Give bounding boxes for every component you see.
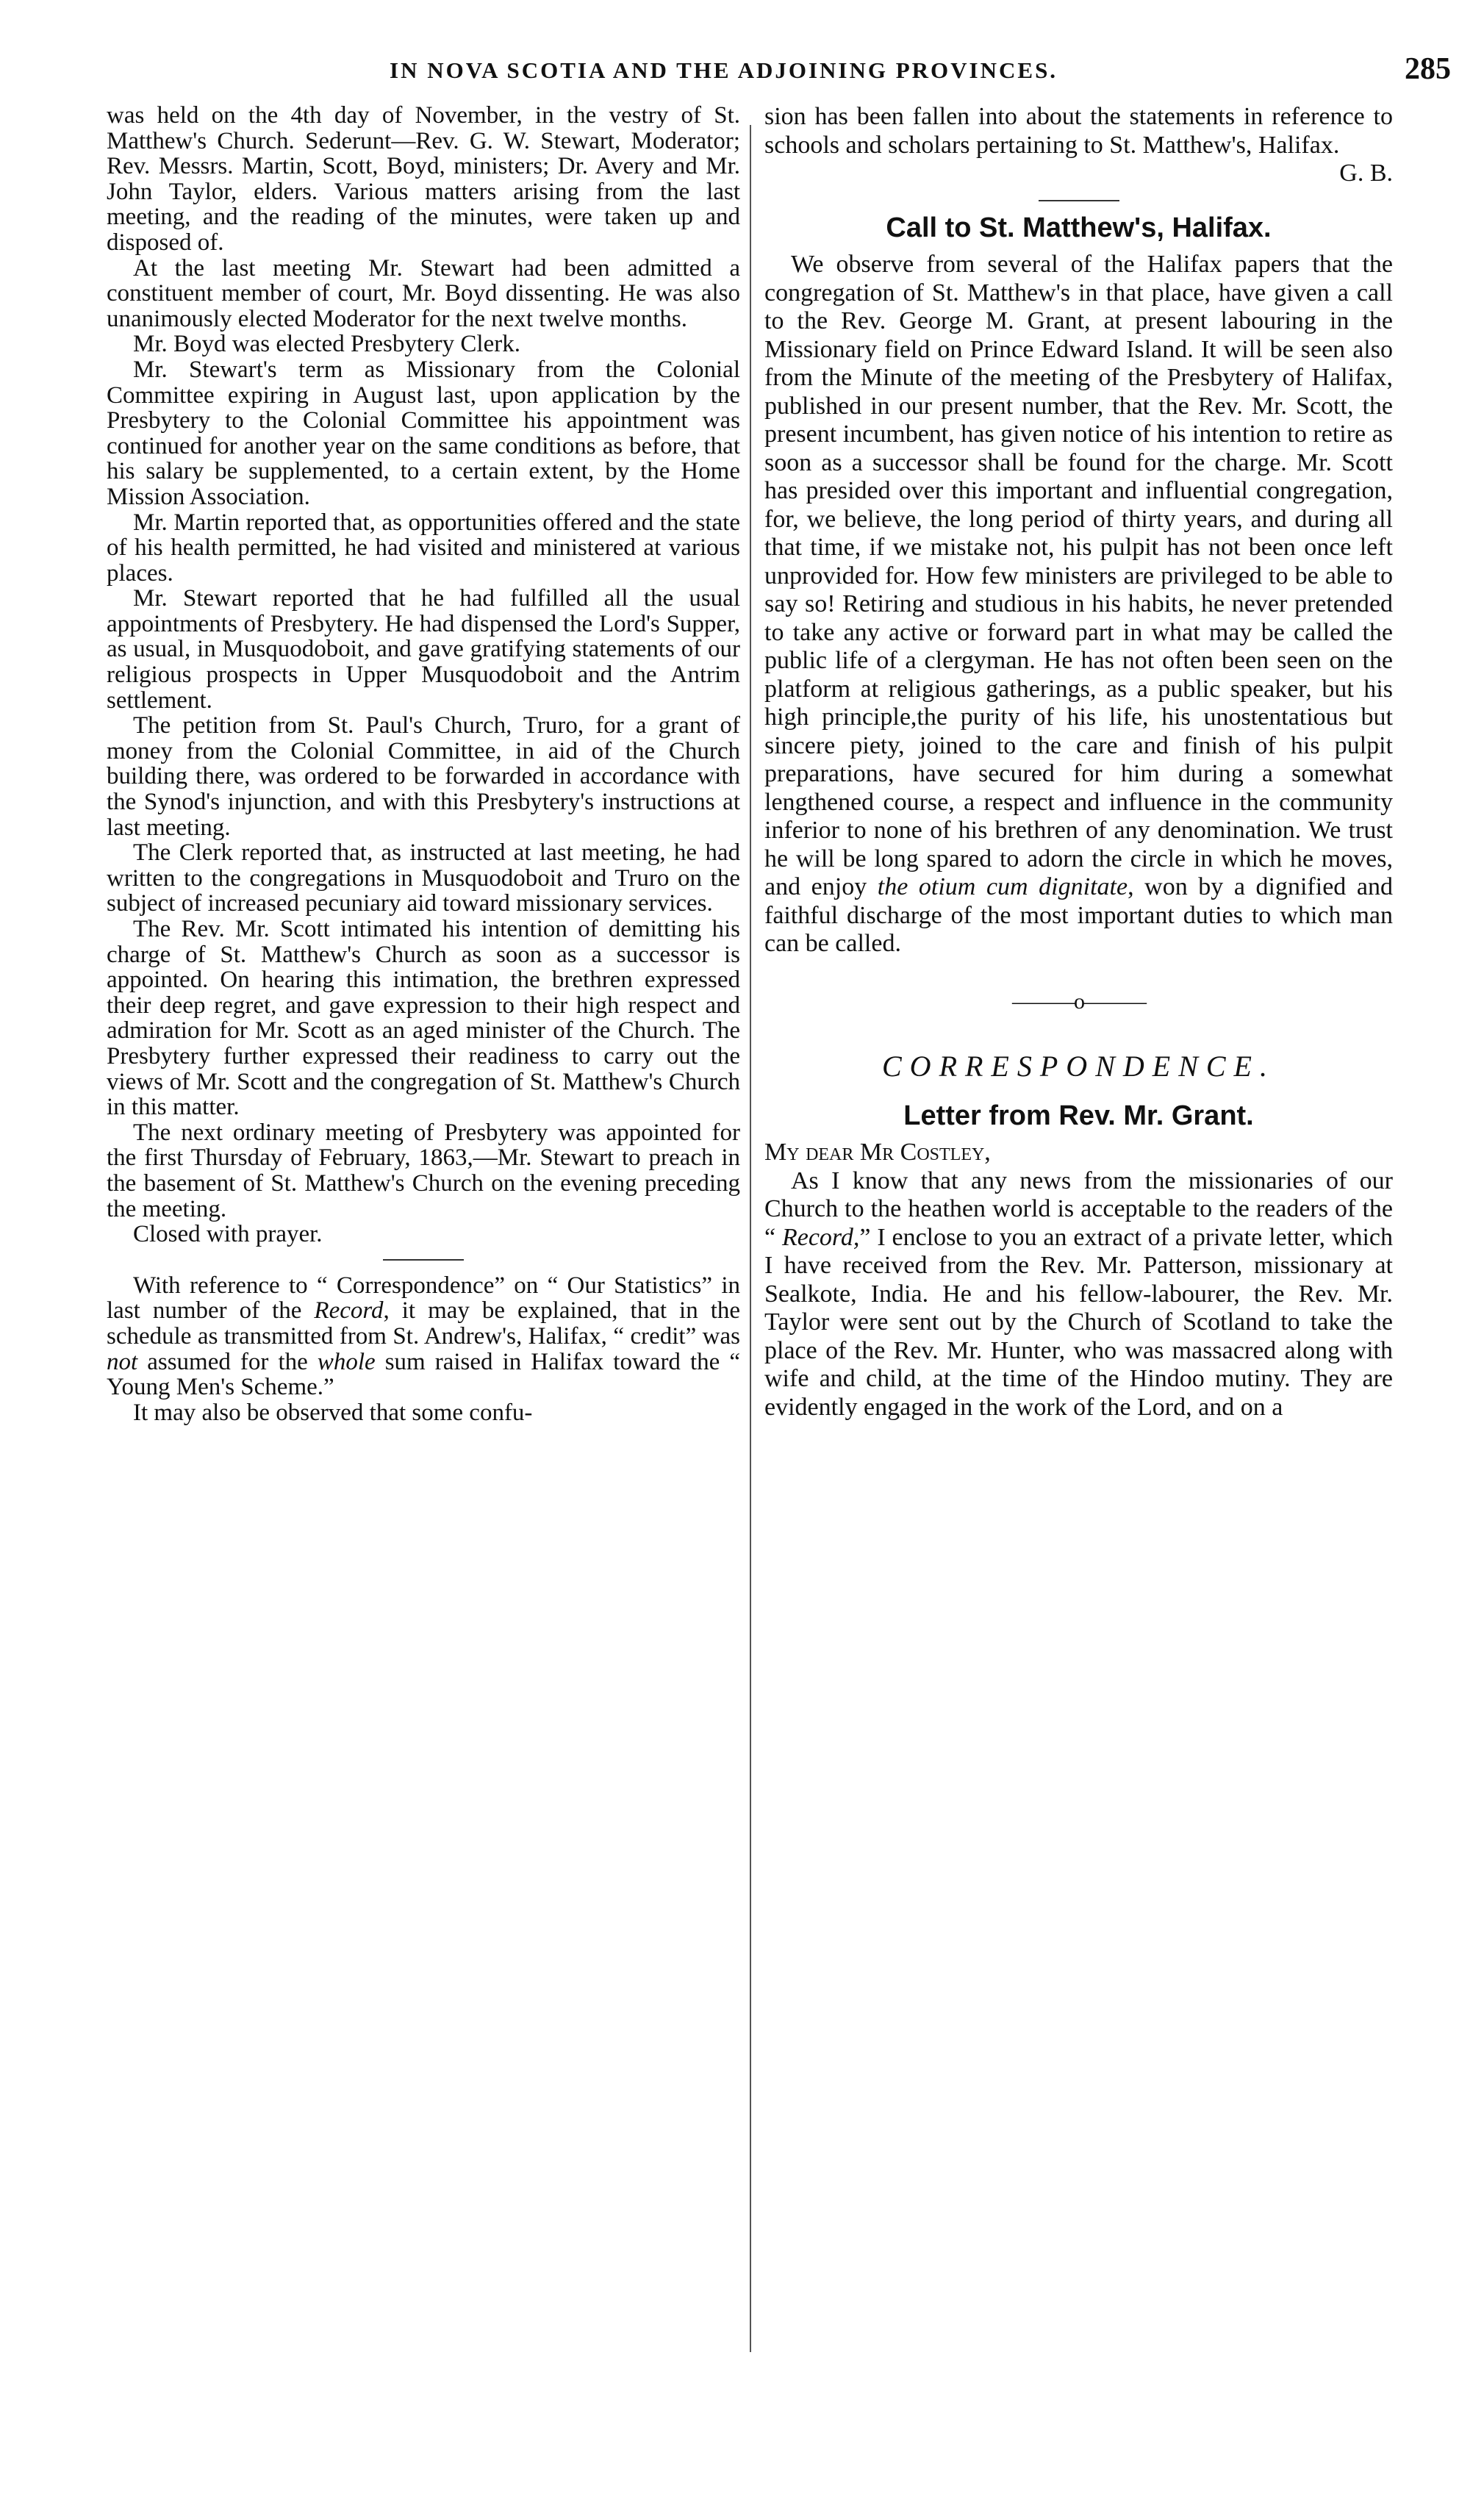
section-heading: CORRESPONDENCE. xyxy=(882,1050,1275,1083)
minute-paragraph: The petition from St. Paul's Church, Truro, for a grant of money from the Colonial Committee, in aid of the Church building there, was ordered to be forwarded in accordance with the Synod's injunction, and with this Presbytery's instructions at last meeting. xyxy=(107,712,740,841)
column-divider xyxy=(750,125,751,2352)
minute-paragraph: The next ordinary meeting of Presbytery was appointed for the first Thursday of February, 1863,—Mr. Stewart to preach in the basement of St. Matthew's Church on the evening preceding the meeting. xyxy=(107,1119,740,1222)
article-heading: Call to St. Matthew's, Halifax. xyxy=(886,212,1272,243)
minute-paragraph: Mr. Stewart's term as Missionary from the Colonial Committee expiring in August last, upon application by the Presbytery to the Colonial Committee his appointment was continued for another year on the same conditions as before, that his salary be supplemented, to a certain extent, by the Home Mission Association. xyxy=(107,356,740,510)
minute-paragraph: Closed with prayer. xyxy=(133,1221,323,1248)
separator-rule xyxy=(1039,200,1119,202)
letter-paragraph xyxy=(764,1167,1393,1422)
article-paragraph xyxy=(764,251,1393,958)
minute-paragraph: Mr. Stewart reported that he had fulfilled all the usual appointments of Presbytery. He had dispensed the Lord's Supper, as usual, in Musquodoboit, and gave gratifying statements of our religious prospects in Upper Musquodoboit and the Antrim settlement. xyxy=(107,585,740,714)
running-head xyxy=(184,52,1451,94)
right-column xyxy=(764,103,1393,1422)
note-paragraph: It may also be observed that some confu- xyxy=(133,1399,533,1426)
minute-paragraph: The Clerk reported that, as instructed at last meeting, he had written to the congregations in Musquodoboit and Truro on the subject of increased pecuniary aid toward missionary services. xyxy=(107,839,740,917)
article-text: We observe from several of the Halifax papers that the congregation of St. Matthew's in that place, have given a call to the Rev. George M. Grant, at present labouring in the Missionary field on Prince Edward Island. It will be seen also from the Minute of the meeting of the Presbytery of Halifax, published in our present number, that the Rev. Mr. Scott, the present incumbent, has given notice of his intention to retire as soon as a successor shall be found for the charge. Mr. Scott has presided over this important and influential congregation, for, we believe, the long period of thirty years, and during all that time, if we mistake not, his pulpit has not been once left unprovided for. How few ministers are privileged to be able to say so! Retiring and studious in his habits, he never pretended to take any active or forward part in what may be called the public life of a clergyman. He has not often been seen on the platform at religious gatherings, as a public speaker, but his high principle,the purity of his life, his unostentatious but sincere piety, joined to the care and finish of his pulpit preparations, have secured for him during a somewhat lengthened course, a respect and influence in the community inferior to none of his brethren of any denomination. We trust he will be long spared to adorn the circle in which he moves, and enjoy xyxy=(764,251,1393,900)
separator-rule xyxy=(383,1259,464,1261)
note-text: assumed for the xyxy=(137,1348,318,1375)
minute-paragraph: At the last meeting Mr. Stewart had been admitted a constituent member of court, Mr. Boyd dissenting. He was also unanimously elected Moderator for the next twelve months. xyxy=(107,254,740,332)
running-title: IN NOVA SCOTIA AND THE ADJOINING PROVINCES. xyxy=(390,57,1058,83)
article-text: , won by a dignified and faithful discharge of the most important duties to which man can be called. xyxy=(764,873,1393,957)
minute-paragraph: was held on the 4th day of November, in the vestry of St. Matthew's Church. Sederunt—Rev. G. W. Stewart, Moderator; Rev. Messrs. Martin, Scott, Boyd, ministers; Dr. Avery and Mr. John Taylor, elders. Various matters arising from the last meeting, and the reading of the minutes, were taken up and disposed of. xyxy=(107,102,740,256)
signature: G. B. xyxy=(1339,160,1393,187)
letter-heading: Letter from Rev. Mr. Grant. xyxy=(903,1100,1254,1131)
continued-paragraph: sion has been fallen into about the statements in reference to schools and scholars pertaining to St. Matthew's, Halifax. xyxy=(764,103,1393,159)
note-italic: not xyxy=(107,1348,138,1375)
minute-paragraph: Mr. Boyd was elected Presbytery Clerk. xyxy=(133,331,520,358)
note-text: , it may be explained, that in the schedule as transmitted from St. Andrew's, Halifax, “ credit” was xyxy=(107,1297,741,1350)
ornament-divider: ———o——— xyxy=(1012,989,1145,1014)
note-italic: whole xyxy=(317,1348,376,1375)
minute-paragraph: Mr. Martin reported that, as opportunities offered and the state of his health permitted, he had visited and ministered at various places. xyxy=(107,509,740,587)
left-column xyxy=(107,103,740,1425)
letter-italic: Record, xyxy=(781,1223,860,1251)
note-italic: Record xyxy=(314,1297,384,1325)
article-italic: the otium cum dignitate xyxy=(877,873,1128,900)
minute-paragraph: The Rev. Mr. Scott intimated his intention of demitting his charge of St. Matthew's Church as soon as a successor is appointed. On hearing this intimation, the brethren expressed their deep regret, and gave expression to their high respect and admiration for Mr. Scott as an aged minister of the Church. The Presbytery further expressed their readiness to carry out the views of Mr. Scott and the congregation of St. Matthew's Church in this matter. xyxy=(107,916,740,1121)
note-text: With reference to “ Correspondence” on “ Our Statistics” in last number of the xyxy=(107,1272,740,1325)
salutation: My dear Mr Costley, xyxy=(764,1139,991,1166)
letter-text: ” I enclose to you an extract of a private letter, which I have received from the Rev. Mr. Patterson, missionary at Sealkote, India. He and his fellow-labourer, the Rev. Mr. Taylor were sent out by the Church of Scotland to take the place of the Rev. Mr. Hunter, who was massacred along with wife and child, at the time of the Hindoo mutiny. They are evidently engaged in the work of the Lord, and on a xyxy=(764,1223,1393,1421)
letter-text: As I know that any news from the missionaries of our Church to the heathen world is acceptable to the readers of the “ xyxy=(764,1167,1393,1251)
note-paragraph xyxy=(107,1273,740,1400)
page-number: 285 xyxy=(1405,52,1451,86)
note-text: sum raised in Halifax toward the “ Young Men's Scheme.” xyxy=(107,1348,740,1401)
